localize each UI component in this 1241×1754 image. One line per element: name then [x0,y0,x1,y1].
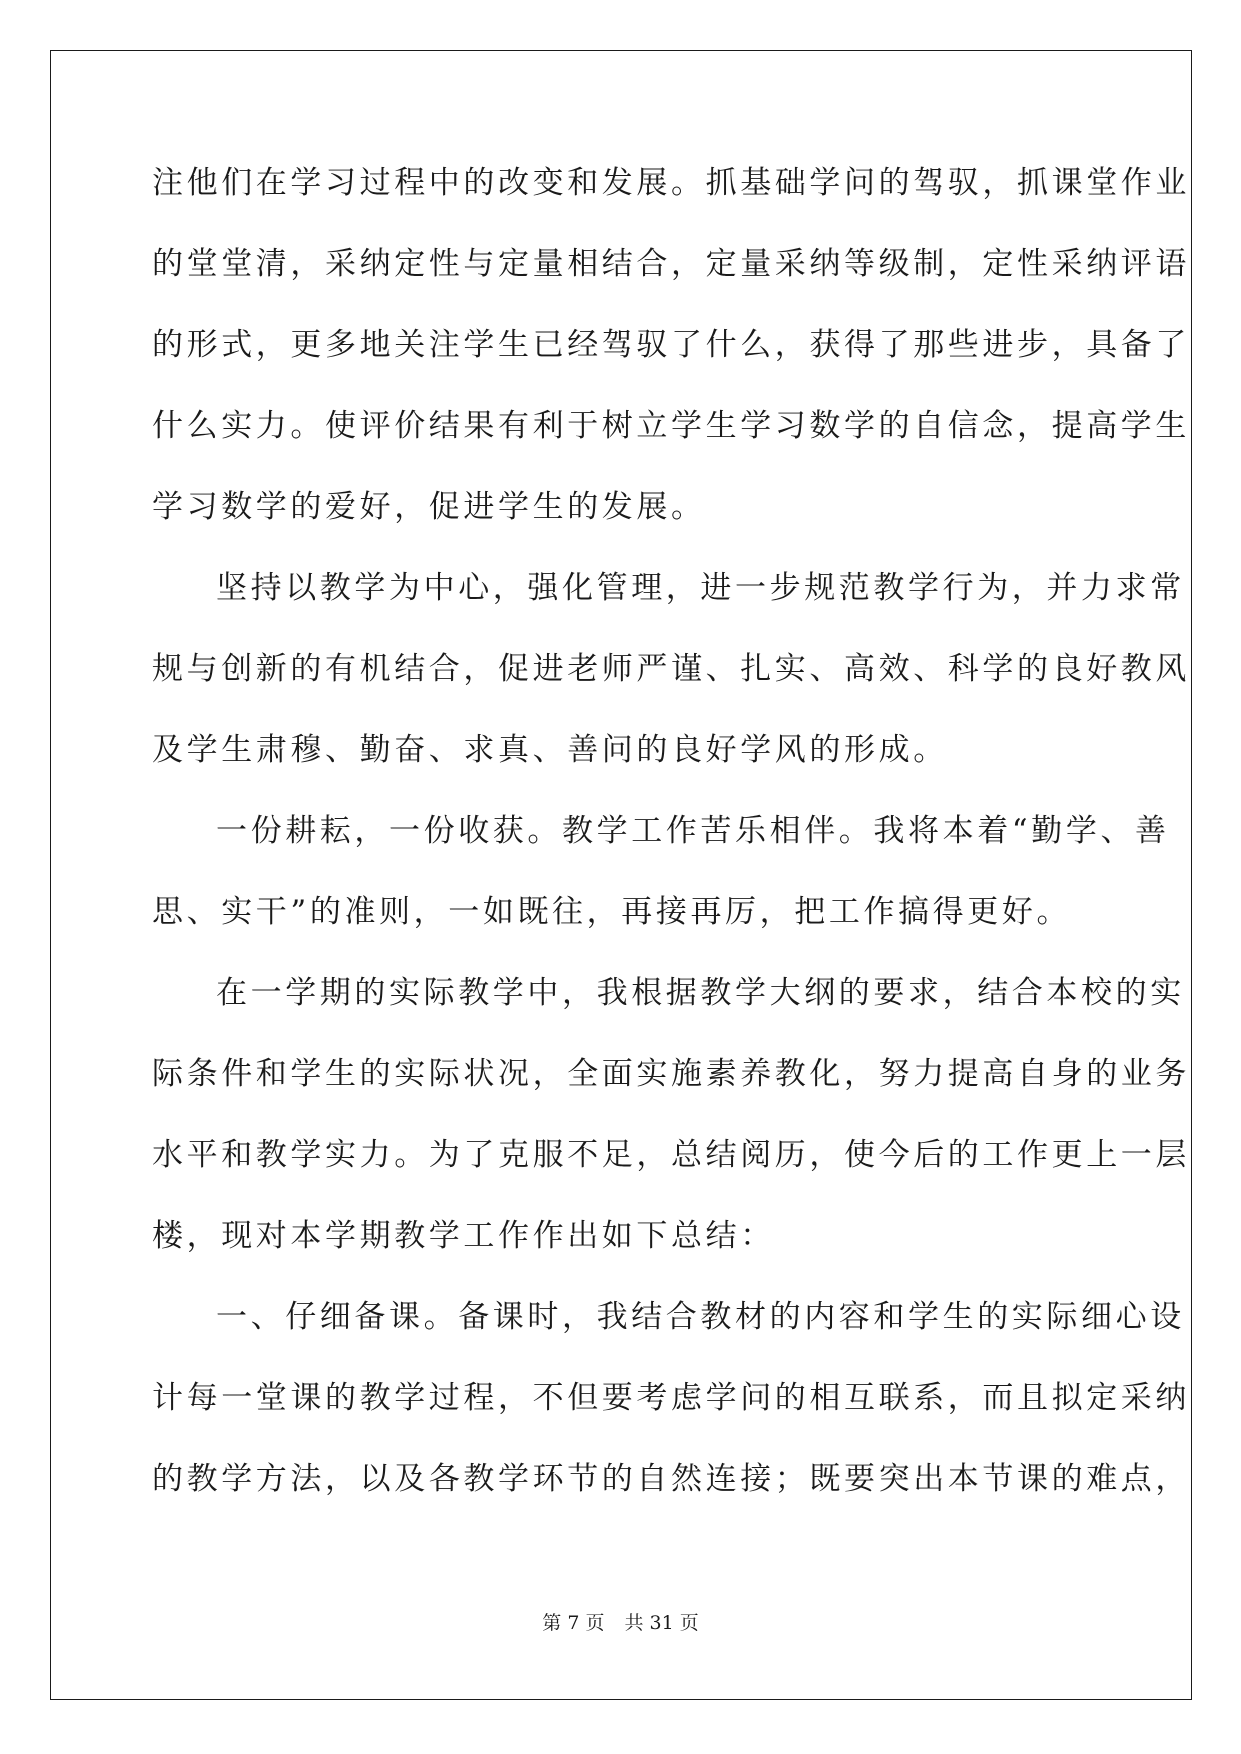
text-line: 一份耕耘，一份收获。教学工作苦乐相伴。我将本着“勤学、善 [216,813,1170,849]
text-line: 坚持以教学为中心，强化管理，进一步规范教学行为，并力求常 [216,570,1185,606]
text-line: 什么实力。使评价结果有利于树立学生学习数学的自信念，提高学生 [152,408,1190,444]
text-line: 的形式，更多地关注学生已经驾驭了什么，获得了那些进步，具备了 [152,327,1190,363]
text-line: 的教学方法，以及各教学环节的自然连接；既要突出本节课的难点， [152,1461,1190,1497]
text-line: 在一学期的实际教学中，我根据教学大纲的要求，结合本校的实 [216,975,1185,1011]
text-line: 学习数学的爱好，促进学生的发展。 [152,489,706,525]
text-line: 及学生肃穆、勤奋、求真、善问的良好学风的形成。 [152,732,948,768]
page-number: 第 7 页 [542,1612,605,1634]
document-body [152,163,1190,1540]
text-line: 规与创新的有机结合，促进老师严谨、扎实、高效、科学的良好教风 [152,651,1190,687]
text-line: 思、实干”的准则，一如既往，再接再厉，把工作搞得更好。 [152,894,1072,930]
page-footer [0,1608,1241,1635]
text-line: 一、仔细备课。备课时，我结合教材的内容和学生的实际细心设 [216,1299,1185,1335]
text-line: 楼，现对本学期教学工作作出如下总结： [152,1218,775,1254]
text-line: 的堂堂清，采纳定性与定量相结合，定量采纳等级制，定性采纳评语 [152,246,1190,282]
text-line: 计每一堂课的教学过程，不但要考虑学问的相互联系，而且拟定采纳 [152,1380,1190,1416]
text-line: 水平和教学实力。为了克服不足，总结阅历，使今后的工作更上一层 [152,1137,1190,1173]
text-line: 际条件和学生的实际状况，全面实施素养教化，努力提高自身的业务 [152,1056,1190,1092]
text-line: 注他们在学习过程中的改变和发展。抓基础学问的驾驭，抓课堂作业 [152,165,1190,201]
page-total: 共 31 页 [624,1612,699,1634]
